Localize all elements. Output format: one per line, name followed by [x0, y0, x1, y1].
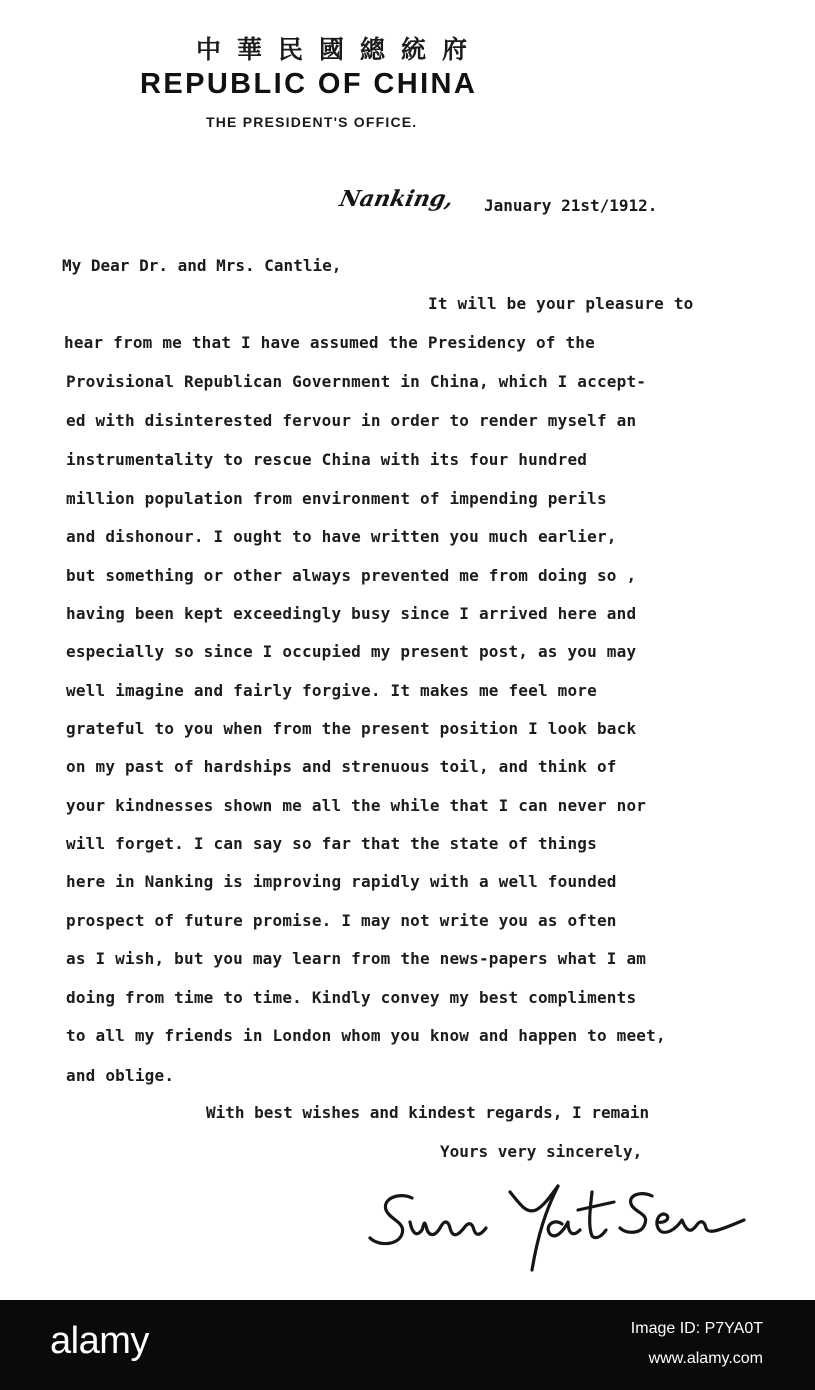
letterhead-office: THE PRESIDENT'S OFFICE. [206, 114, 418, 130]
handwritten-signature [360, 1170, 760, 1280]
body-line: prospect of future promise. I may not write you as often [66, 911, 617, 930]
letterhead-chinese-title: 中華民國總統府 [196, 35, 484, 64]
body-line: hear from me that I have assumed the Presidency of the [64, 333, 595, 352]
body-line: as I wish, but you may learn from the news-papers what I am [66, 949, 647, 968]
body-line: million population from environment of impending perils [66, 489, 607, 508]
body-line: will forget. I can say so far that the state of things [66, 834, 597, 853]
body-line: and dishonour. I ought to have written you much earlier, [66, 527, 617, 546]
body-line: well imagine and fairly forgive. It makes me feel more [66, 681, 597, 700]
site-url: www.alamy.com [648, 1350, 763, 1367]
dateline-date: January 21st/1912. [484, 196, 658, 215]
image-id-label: Image ID: P7YA0T [630, 1320, 763, 1337]
body-line: on my past of hardships and strenuous toil, and think of [66, 757, 617, 776]
stock-watermark-bar [0, 1300, 815, 1390]
closing-regards: With best wishes and kindest regards, I remain [206, 1103, 650, 1122]
body-line: doing from time to time. Kindly convey my best compliments [66, 988, 637, 1007]
body-line: and oblige. [66, 1066, 175, 1085]
body-line: ed with disinterested fervour in order to render myself an [66, 411, 637, 430]
salutation: My Dear Dr. and Mrs. Cantlie, [62, 256, 342, 275]
body-line: your kindnesses shown me all the while that I can never nor [66, 796, 647, 815]
closing-sign-off: Yours very sincerely, [440, 1142, 643, 1161]
letterhead-title: REPUBLIC OF CHINA [140, 68, 478, 100]
body-line: here in Nanking is improving rapidly with a well founded [66, 872, 617, 891]
dateline-place: Nanking, [337, 186, 456, 212]
body-line: to all my friends in London whom you know and happen to meet, [66, 1026, 666, 1045]
body-line: especially so since I occupied my present post, as you may [66, 642, 637, 661]
alamy-logo: alamy [50, 1320, 149, 1362]
body-line: instrumentality to rescue China with its four hundred [66, 450, 588, 469]
body-line: grateful to you when from the present position I look back [66, 719, 637, 738]
body-line: having been kept exceedingly busy since I arrived here and [66, 604, 637, 623]
body-line: but something or other always prevented me from doing so , [66, 566, 637, 585]
body-line: It will be your pleasure to [428, 294, 694, 313]
body-line: Provisional Republican Government in China, which I accept- [66, 372, 647, 391]
